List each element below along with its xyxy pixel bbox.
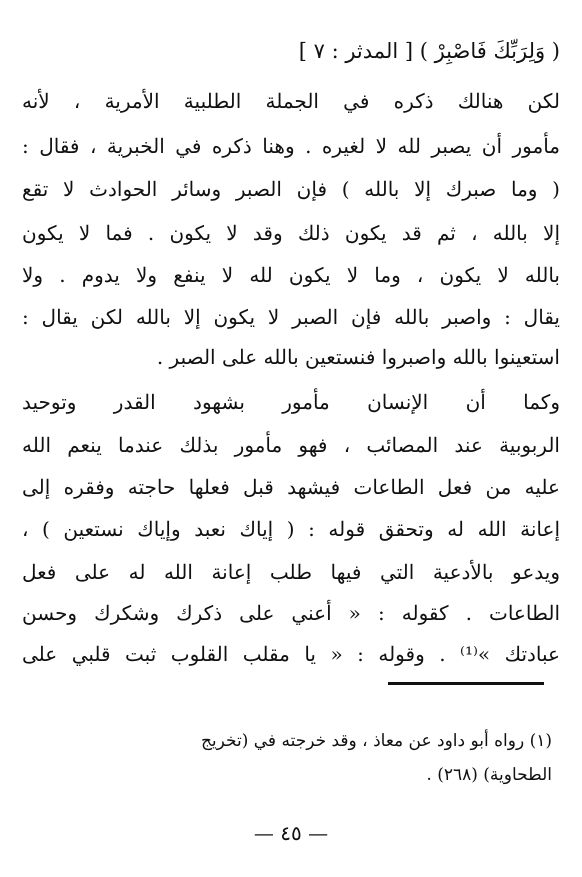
paragraph-line: يقال : واصبر بالله فإن الصبر لا يكون إلا بالله لكن يقال :	[22, 305, 560, 329]
footnote-line: (١) رواه أبو داود عن معاذ ، وقد خرجته في (تخريج	[200, 731, 552, 751]
paragraph-line: إلا بالله ، ثم قد يكون ذلك وقد لا يكون . فما لا يكون	[22, 221, 560, 245]
paragraph-line: استعينوا بالله واصبروا فنستعين بالله على الصبر .	[156, 345, 560, 369]
quran-verse-header: ( وَلِرَبِّكَ فَاصْبِرْ ) [ المدثر : ٧ ]	[298, 39, 560, 63]
paragraph-line: ( وما صبرك إلا بالله ) فإن الصبر وسائر الحوادث لا تقع	[22, 177, 560, 201]
footnote-line: الطحاوية) (٢٦٨) .	[426, 765, 552, 785]
paragraph-line: ويدعو بالأدعية التي فيها طلب إعانة الله له على فعل	[22, 560, 560, 584]
paragraph-line: عليه من فعل الطاعات فيشهد قبل فعلها حاجته وفقره إلى	[22, 475, 560, 499]
footnote-divider	[388, 682, 544, 685]
paragraph-line: مأمور أن يصبر لله لا لغيره . وهنا ذكره في الخبرية ، فقال :	[22, 134, 560, 158]
paragraph-line: الربوبية عند المصائب ، فهو مأمور بذلك عندما ينعم الله	[22, 433, 560, 457]
paragraph-line: إعانة الله له وتحقق قوله : ( إياك نعبد وإياك نستعين ) ،	[22, 517, 560, 541]
paragraph-line: لكن هنالك ذكره في الجملة الطلبية الأمرية ، لأنه	[22, 89, 560, 113]
paragraph-line: عبادتك »⁽¹⁾ . وقوله : « يا مقلب القلوب ثبت قلبي على	[22, 642, 560, 666]
paragraph-line: الطاعات . كقوله : « أعني على ذكرك وشكرك وحسن	[22, 601, 560, 625]
page-number: — ٤٥ —	[253, 821, 329, 845]
paragraph-line: بالله لا يكون ، وما لا يكون لله لا ينفع ولا يدوم . ولا	[22, 263, 560, 287]
paragraph-line: وكما أن الإنسان مأمور بشهود القدر وتوحيد	[22, 390, 560, 414]
